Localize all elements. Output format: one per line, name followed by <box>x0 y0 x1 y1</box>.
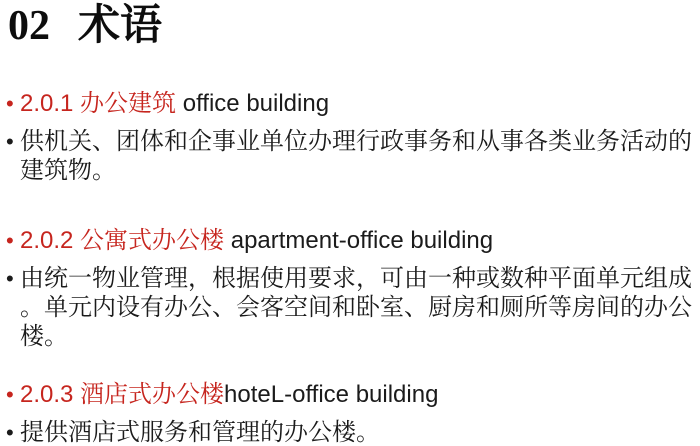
term-section-2-0-1 <box>0 90 700 185</box>
bullet-icon: • <box>6 382 14 407</box>
slide-title <box>0 0 700 48</box>
bullet-icon: • <box>6 266 14 291</box>
term-definition <box>0 264 700 351</box>
term-definition <box>0 127 700 185</box>
definition-line: 供机关、团体和企事业单位办理行政事务和从事各类业务活动的 <box>20 128 692 155</box>
bullet-icon: • <box>6 228 14 253</box>
term-definition <box>0 418 700 446</box>
term-en: hoteL-office building <box>224 381 439 408</box>
definition-lines <box>20 264 700 351</box>
term-section-2-0-2 <box>0 227 700 351</box>
term-heading <box>0 90 700 117</box>
term-section-2-0-3 <box>0 381 700 446</box>
definition-line: 建筑物。 <box>20 157 116 184</box>
definition-lines <box>20 127 700 185</box>
definition-line: 由统一物业管理，根据使用要求，可由一种或数种平面单元组成 <box>20 265 692 292</box>
term-heading-text <box>20 90 329 117</box>
title-number: 02 <box>8 3 50 49</box>
term-code-and-cn: 2.0.1 办公建筑 <box>20 90 177 117</box>
bullet-icon: • <box>6 129 14 154</box>
term-heading-text <box>20 227 493 254</box>
term-code-and-cn: 2.0.2 公寓式办公楼 <box>20 227 225 254</box>
term-en: apartment-office building <box>224 227 494 254</box>
term-en: office building <box>176 90 330 117</box>
bullet-icon: • <box>6 91 14 116</box>
definition-lines <box>20 418 700 446</box>
title-text: 术语 <box>78 3 163 49</box>
definition-line: 楼。 <box>20 323 68 350</box>
term-heading <box>0 381 700 408</box>
term-code-and-cn: 2.0.3 酒店式办公楼 <box>20 381 225 408</box>
term-heading <box>0 227 700 254</box>
bullet-icon: • <box>6 420 14 445</box>
definition-line: 。单元内设有办公、会客空间和卧室、厨房和厕所等房间的办公 <box>20 294 692 321</box>
definition-line: 提供酒店式服务和管理的办公楼。 <box>20 419 380 446</box>
term-heading-text <box>20 381 438 408</box>
